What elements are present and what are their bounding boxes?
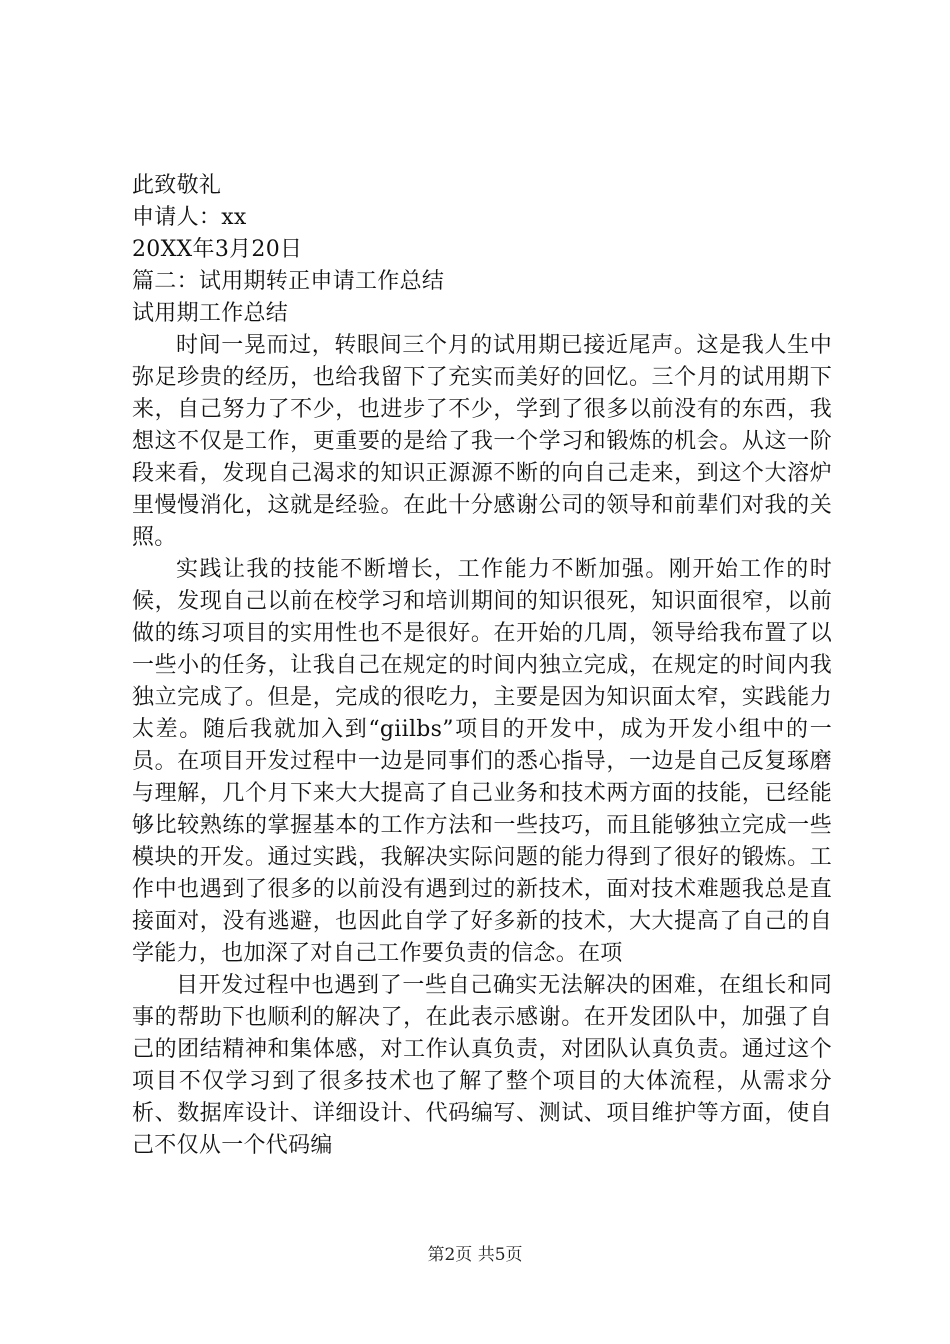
- section-heading: 篇二：试用期转正申请工作总结: [132, 269, 445, 294]
- date-line: 20XX年3月20日: [132, 237, 303, 262]
- body-paragraph-3: 目开发过程中也遇到了一些自己确实无法解决的困难，在组长和同事的帮助下也顺利的解决了，在此表示感谢。在开发团队中，加强了自己的团结精神和集体感，对工作认真负责，对团队认真负责。通过这个项目不仅学习到了很多技术也了解了整个项目的大体流程，从需求分析、数据库设计、详细设计、代码编写、测试、项目维护等方面，使自己不仅从一个代码编: [132, 973, 832, 1158]
- body-paragraph-1: 时间一晃而过，转眼间三个月的试用期已接近尾声。这是我人生中弥足珍贵的经历，也给我留下了充实而美好的回忆。三个月的试用期下来，自己努力了不少，也进步了不少，学到了很多以前没有的东西，我想这不仅是工作，更重要的是给了我一个学习和锻炼的机会。从这一阶段来看，发现自己渴求的知识正源源不断的向自己走来，到这个大溶炉里慢慢消化，这就是经验。在此十分感谢公司的领导和前辈们对我的关照。: [132, 333, 832, 550]
- applicant-line: 申请人：xx: [132, 205, 247, 230]
- body-paragraph-2: 实践让我的技能不断增长，工作能力不断加强。刚开始工作的时候，发现自己以前在校学习和培训期间的知识很死，知识面很窄，以前做的练习项目的实用性也不是很好。在开始的几周，领导给我布置了以一些小的任务，让我自己在规定的时间内独立完成，在规定的时间内我独立完成了。但是，完成的很吃力，主要是因为知识面太窄，实践能力太差。随后我就加入到“giilbs”项目的开发中，成为开发小组中的一员。在项目开发过程中一边是同事们的悉心指导，一边是自己反复琢磨与理解，几个月下来大大提高了自己业务和技术两方面的技能，已经能够比较熟练的掌握基本的工作方法和一些技巧，而且能够独立完成一些模块的开发。通过实践，我解决实际问题的能力得到了很好的锻炼。工作中也遇到了很多的以前没有遇到过的新技术，面对技术难题我总是直接面对，没有逃避，也因此自学了好多新的技术，大大提高了自己的自学能力，也加深了对自己工作要负责的信念。在项: [132, 557, 832, 966]
- closing-salutation: 此致敬礼: [132, 173, 222, 198]
- section-subheading: 试用期工作总结: [132, 301, 289, 326]
- page-footer: [0, 1245, 950, 1265]
- page-indicator: 第2页 共5页: [427, 1245, 523, 1265]
- document-body: [132, 170, 832, 1162]
